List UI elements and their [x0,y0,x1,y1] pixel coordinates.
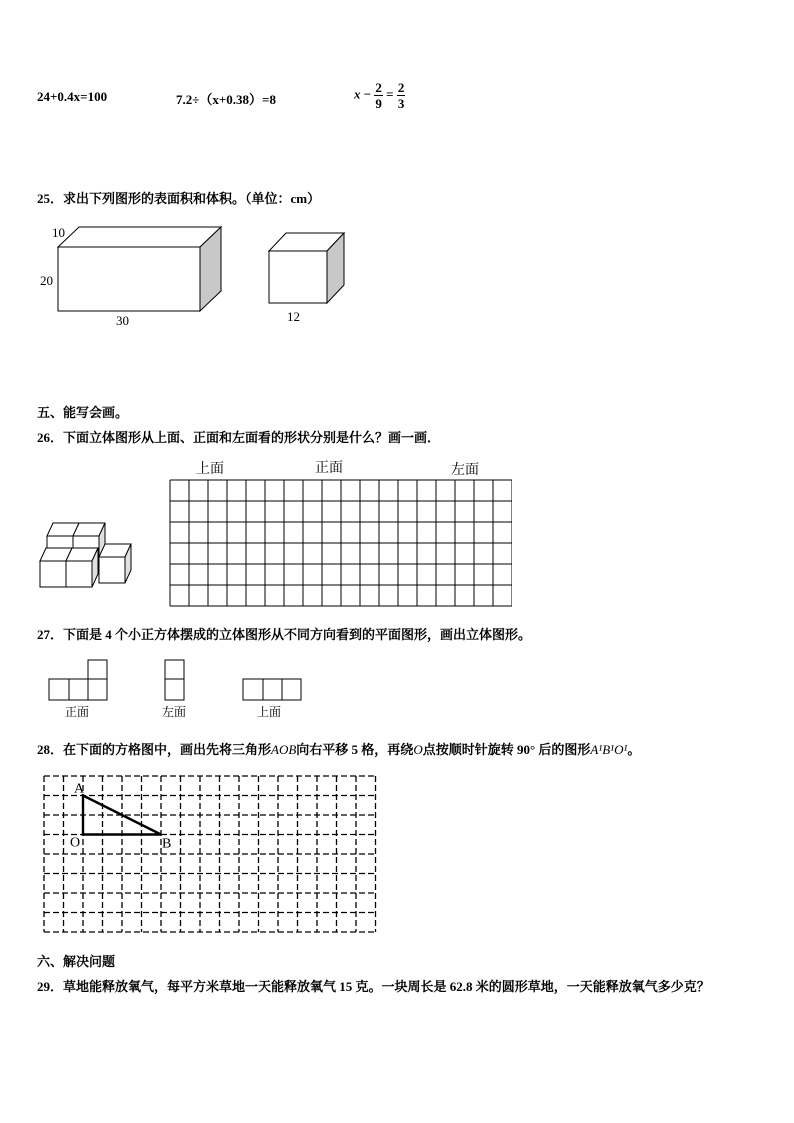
eq3-equals: = [386,86,394,102]
cuboid-height-label: 20 [40,273,53,288]
cuboid-figure [58,227,221,311]
q28-triangle-name: AOB [271,742,297,757]
point-o-label: O [70,835,81,851]
point-a-label: A [74,781,85,797]
q28-point-name: O [413,742,423,757]
q28-text [37,739,640,758]
eq3-minus: − [363,86,372,102]
q28-dashed-grid[interactable] [42,773,382,938]
q29-text: 29．草地能释放氧气，每平方米草地一天能释放氧气 15 克。一块周长是 62.8 米的圆形草地，一天能释放氧气多少克？ [37,979,710,994]
q28-text-b: 向右平移 5 格，再绕 [296,742,414,757]
cube-figure [269,233,344,303]
grid-label-left: 左面 [451,463,479,478]
cube-edge-label: 12 [287,309,300,324]
q25-text: 25．求出下列图形的表面积和体积。（单位：cm） [37,191,321,206]
view-label-left: 左面 [162,705,187,719]
eq3-frac2-denominator: 3 [397,96,405,111]
q26-text: 26．下面立体图形从上面、正面和左面看的形状分别是什么？画一画． [37,430,441,445]
view-label-top: 上面 [257,705,282,719]
eq3-fraction-2 [397,80,406,111]
section-6-title: 六、解决问题 [37,954,116,969]
point-b-label: B [162,836,172,852]
eq3-frac2-numerator: 2 [397,80,405,95]
equation-2: 7.2÷（x+0.38）=8 [176,92,276,107]
cuboid-depth-label: 10 [52,225,65,240]
eq3-fraction-1 [374,80,383,111]
q28-text-d: 。 [627,742,641,757]
eq3-frac1-numerator: 2 [375,80,382,95]
q28-text-a: 28．在下面的方格图中，画出先将三角形 [37,742,272,757]
cuboid-length-label: 30 [116,313,129,328]
q28-image-name: A¹B¹O¹ [590,742,628,757]
q26-answer-grid[interactable] [169,479,512,609]
q27-views [45,657,315,722]
grid-label-front: 正面 [315,461,343,476]
eq3-frac1-denominator: 9 [375,96,382,111]
equation-1: 24+0.4x=100 [37,89,108,104]
section-5-title: 五、能写会画。 [37,405,129,420]
q26-cube-stack [36,515,136,590]
grid-label-top: 上面 [196,462,224,477]
view-label-front: 正面 [65,705,90,719]
equation-3 [354,80,405,111]
q27-text: 27．下面是 4 个小正方体摆成的立体图形从不同方向看到的平面图形，画出立体图形。 [37,627,532,642]
q28-text-c: 点按顺时针旋转 90° 后的图形 [422,742,591,757]
q25-figures [0,215,380,335]
eq3-variable: x [354,86,361,102]
